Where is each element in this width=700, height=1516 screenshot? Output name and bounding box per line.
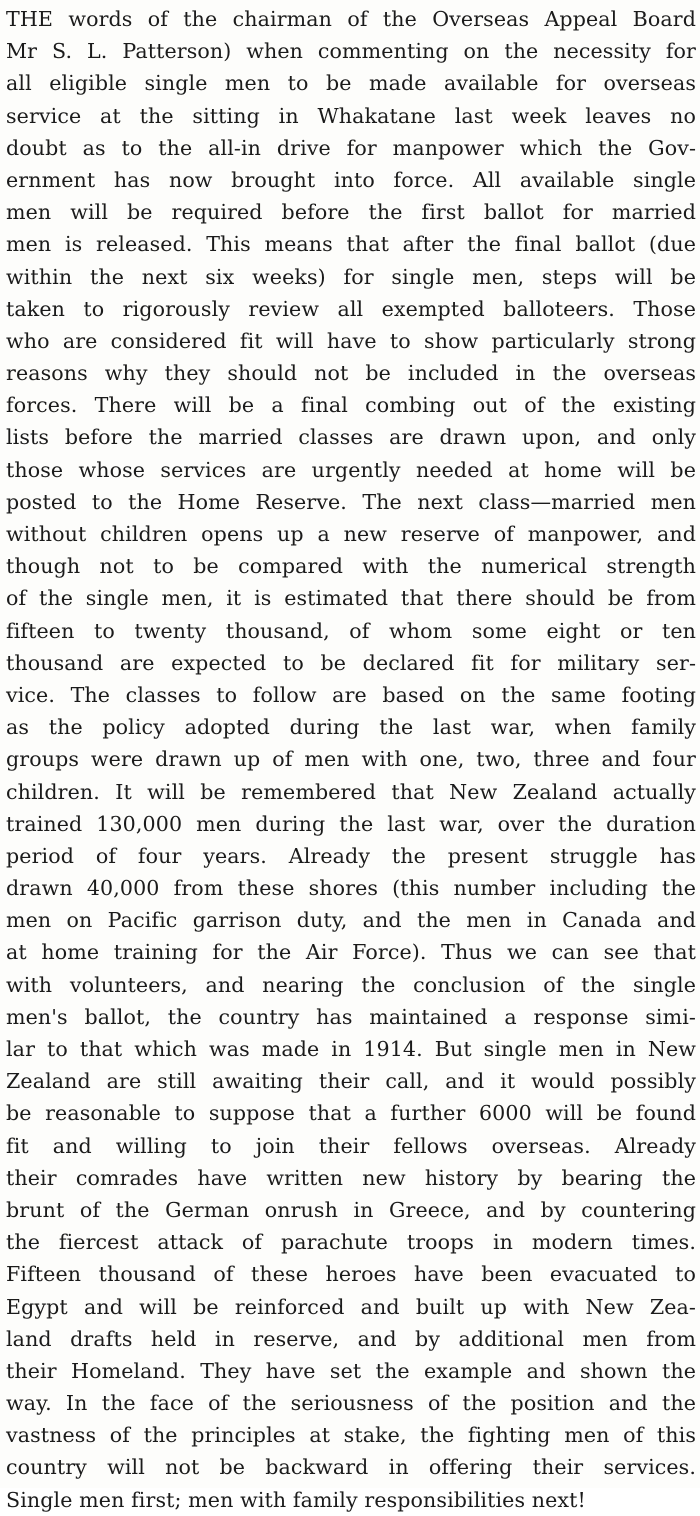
text-line: lists before the married classes are drawn upon, and only xyxy=(6,425,696,450)
text-line: men on Pacific garrison duty, and the men in Canada and xyxy=(6,908,696,933)
text-line: forces. There will be a final combing out of the existing xyxy=(6,393,696,418)
text-line: vastness of the principles at stake, the fighting men of this xyxy=(6,1423,696,1448)
text-line: land drafts held in reserve, and by additional men from xyxy=(6,1326,696,1351)
text-line: posted to the Home Reserve. The next class—married men xyxy=(6,489,696,514)
text-line: Single men first; men with family responsibilities next! xyxy=(6,1487,586,1512)
text-line: the fiercest attack of parachute troops in modern times. xyxy=(6,1230,696,1255)
text-line: children. It will be remembered that New Zealand actually xyxy=(6,779,696,804)
text-line: fifteen to twenty thousand, of whom some eight or ten xyxy=(6,618,696,643)
text-line: men is released. This means that after the final ballot (due xyxy=(6,232,696,257)
text-line: vice. The classes to follow are based on the same footing xyxy=(6,682,696,707)
text-line: ernment has now brought into force. All available single xyxy=(6,167,696,192)
text-line: of the single men, it is estimated that there should be from xyxy=(6,586,696,611)
text-line: at home training for the Air Force). Thus we can see that xyxy=(6,940,696,965)
text-line: groups were drawn up of men with one, two, three and four xyxy=(6,747,696,772)
text-line: taken to rigorously review all exempted balloteers. Those xyxy=(6,296,696,321)
text-line: THE words of the chairman of the Overseas Appeal Board xyxy=(6,7,696,31)
text-line: Mr S. L. Patterson) when commenting on the necessity for xyxy=(6,39,696,64)
text-line: way. In the face of the seriousness of the position and the xyxy=(6,1391,696,1416)
article-body xyxy=(6,3,696,1516)
text-line: thousand are expected to be declared fit for military ser- xyxy=(6,650,696,675)
text-line: reasons why they should not be included in the overseas xyxy=(6,361,696,386)
text-line: fit and willing to join their fellows overseas. Already xyxy=(6,1133,696,1158)
text-line: Egypt and will be reinforced and built up with New Zea- xyxy=(6,1294,696,1319)
text-line: service at the sitting in Whakatane last week leaves no xyxy=(6,103,696,128)
text-line: period of four years. Already the present struggle has xyxy=(6,843,696,868)
text-line: without children opens up a new reserve of manpower, and xyxy=(6,522,696,546)
text-line: trained 130,000 men during the last war, over the duration xyxy=(6,811,696,836)
text-line: with volunteers, and nearing the conclusion of the single xyxy=(6,972,696,997)
text-line: lar to that which was made in 1914. But single men in New xyxy=(6,1037,696,1061)
text-line: all eligible single men to be made available for overseas xyxy=(6,71,696,96)
text-line: doubt as to the all-in drive for manpower which the Gov- xyxy=(6,135,696,160)
text-line: though not to be compared with the numerical strength xyxy=(6,554,696,579)
text-line: within the next six weeks) for single men, steps will be xyxy=(6,264,696,289)
text-line: who are considered fit will have to show particularly strong xyxy=(6,328,696,353)
text-line: men will be required before the first ballot for married xyxy=(6,200,696,225)
text-line: country will not be backward in offering their services. xyxy=(6,1455,696,1480)
text-line: those whose services are urgently needed at home will be xyxy=(6,457,696,482)
text-line: their Homeland. They have set the example and shown the xyxy=(6,1358,696,1383)
text-line: men's ballot, the country has maintained a response simi- xyxy=(6,1004,696,1029)
text-line: brunt of the German onrush in Greece, and by countering xyxy=(6,1197,696,1222)
text-line: Zealand are still awaiting their call, and it would possibly xyxy=(6,1069,696,1094)
text-line: their comrades have written new history by bearing the xyxy=(6,1165,696,1190)
text-line: Fifteen thousand of these heroes have been evacuated to xyxy=(6,1262,696,1287)
text-line: be reasonable to suppose that a further 6000 will be found xyxy=(6,1101,696,1126)
text-line: as the policy adopted during the last war, when family xyxy=(6,715,696,740)
text-line: drawn 40,000 from these shores (this number including the xyxy=(6,876,696,901)
